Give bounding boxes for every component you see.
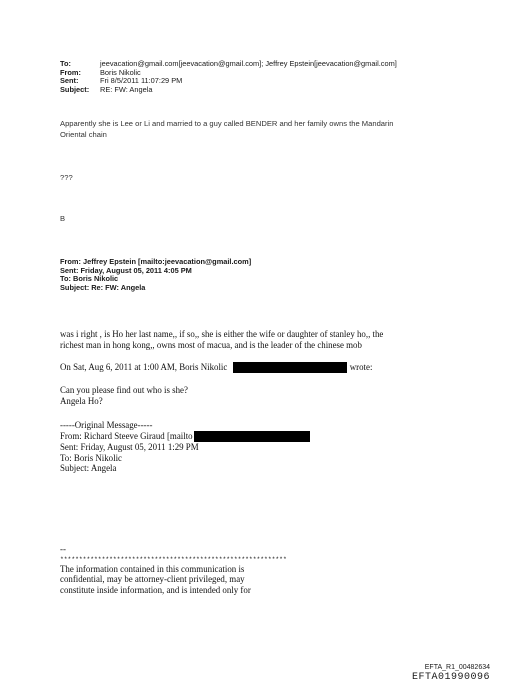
- disclaimer-stars: ************************************************************: [60, 555, 287, 563]
- body-line-2: richest man in hong kong,, owns most of macua, and is the leader of the chinese mob: [60, 339, 362, 350]
- subject-label: Subject:: [60, 84, 90, 94]
- disclaimer-dash: --: [60, 544, 66, 554]
- reply-line-1: Apparently she is Lee or Li and married to a guy called BENDER and her family owns the Mandarin: [60, 119, 394, 128]
- bates-footer: [412, 664, 490, 683]
- body-line-1: was i right , is Ho her last name,, if so,, she is either the wife or daughter of stanley ho,, the: [60, 329, 384, 339]
- redaction-box: [233, 362, 347, 373]
- from-value: Boris Nikolic: [100, 67, 141, 77]
- quoted-question: [60, 385, 188, 406]
- reply-line-2: Oriental chain: [60, 130, 107, 139]
- email-header: [60, 60, 397, 94]
- to-label: To:: [60, 59, 71, 68]
- original-message: [60, 420, 310, 474]
- redaction-box: [194, 431, 310, 442]
- original-sent: Sent: Friday, August 05, 2011 1:29 PM: [60, 442, 199, 453]
- to-value: jeevacation@gmail.com[jeevacation@gmail.com]; Jeffrey Epstein[jeevacation@gmail.com]: [100, 59, 397, 68]
- from-label: From:: [60, 67, 81, 77]
- subject-value: RE: FW: Angela: [100, 84, 153, 94]
- disclaimer: [60, 544, 287, 595]
- subject-row: [60, 86, 397, 95]
- forward-to: To: Boris Nikolic: [60, 274, 119, 284]
- forward-subject: Subject: Re: FW: Angela: [60, 282, 146, 292]
- message-body: [60, 329, 383, 350]
- disclaimer-line-2: confidential, may be attorney-client privileged, may: [60, 574, 245, 585]
- original-from: From: Richard Steeve Giraud [mailto: [60, 431, 310, 442]
- forward-sent: Sent: Friday, August 05, 2011 4:05 PM: [60, 265, 192, 275]
- question-line-1: Can you please find out who is she?: [60, 385, 188, 395]
- sent-label: Sent:: [60, 76, 79, 86]
- disclaimer-line-3: constitute inside information, and is intended only for: [60, 584, 251, 595]
- attribution-suffix: wrote:: [349, 362, 373, 372]
- original-subject: Subject: Angela: [60, 463, 117, 474]
- forward-from: From: Jeffrey Epstein [mailto:jeevacation@gmail.com]: [60, 257, 252, 266]
- question-line-2: Angela Ho?: [60, 395, 103, 406]
- reply-paragraph: [60, 118, 393, 140]
- bates-number-1: EFTA_R1_00482634: [424, 664, 490, 671]
- quote-attribution: [60, 362, 372, 373]
- attribution-prefix: On Sat, Aug 6, 2011 at 1:00 AM, Boris Nikolic: [60, 362, 228, 372]
- disclaimer-line-1: The information contained in this communication is: [60, 563, 245, 574]
- bates-number-2: EFTA01990096: [411, 672, 490, 683]
- reply-signature: B: [60, 214, 66, 223]
- forward-header: [60, 258, 251, 292]
- sent-value: Fri 8/5/2011 11:07:29 PM: [100, 76, 183, 86]
- original-to: To: Boris Nikolic: [60, 452, 122, 463]
- original-title: -----Original Message-----: [60, 420, 153, 430]
- reply-question-marks: ???: [60, 173, 73, 182]
